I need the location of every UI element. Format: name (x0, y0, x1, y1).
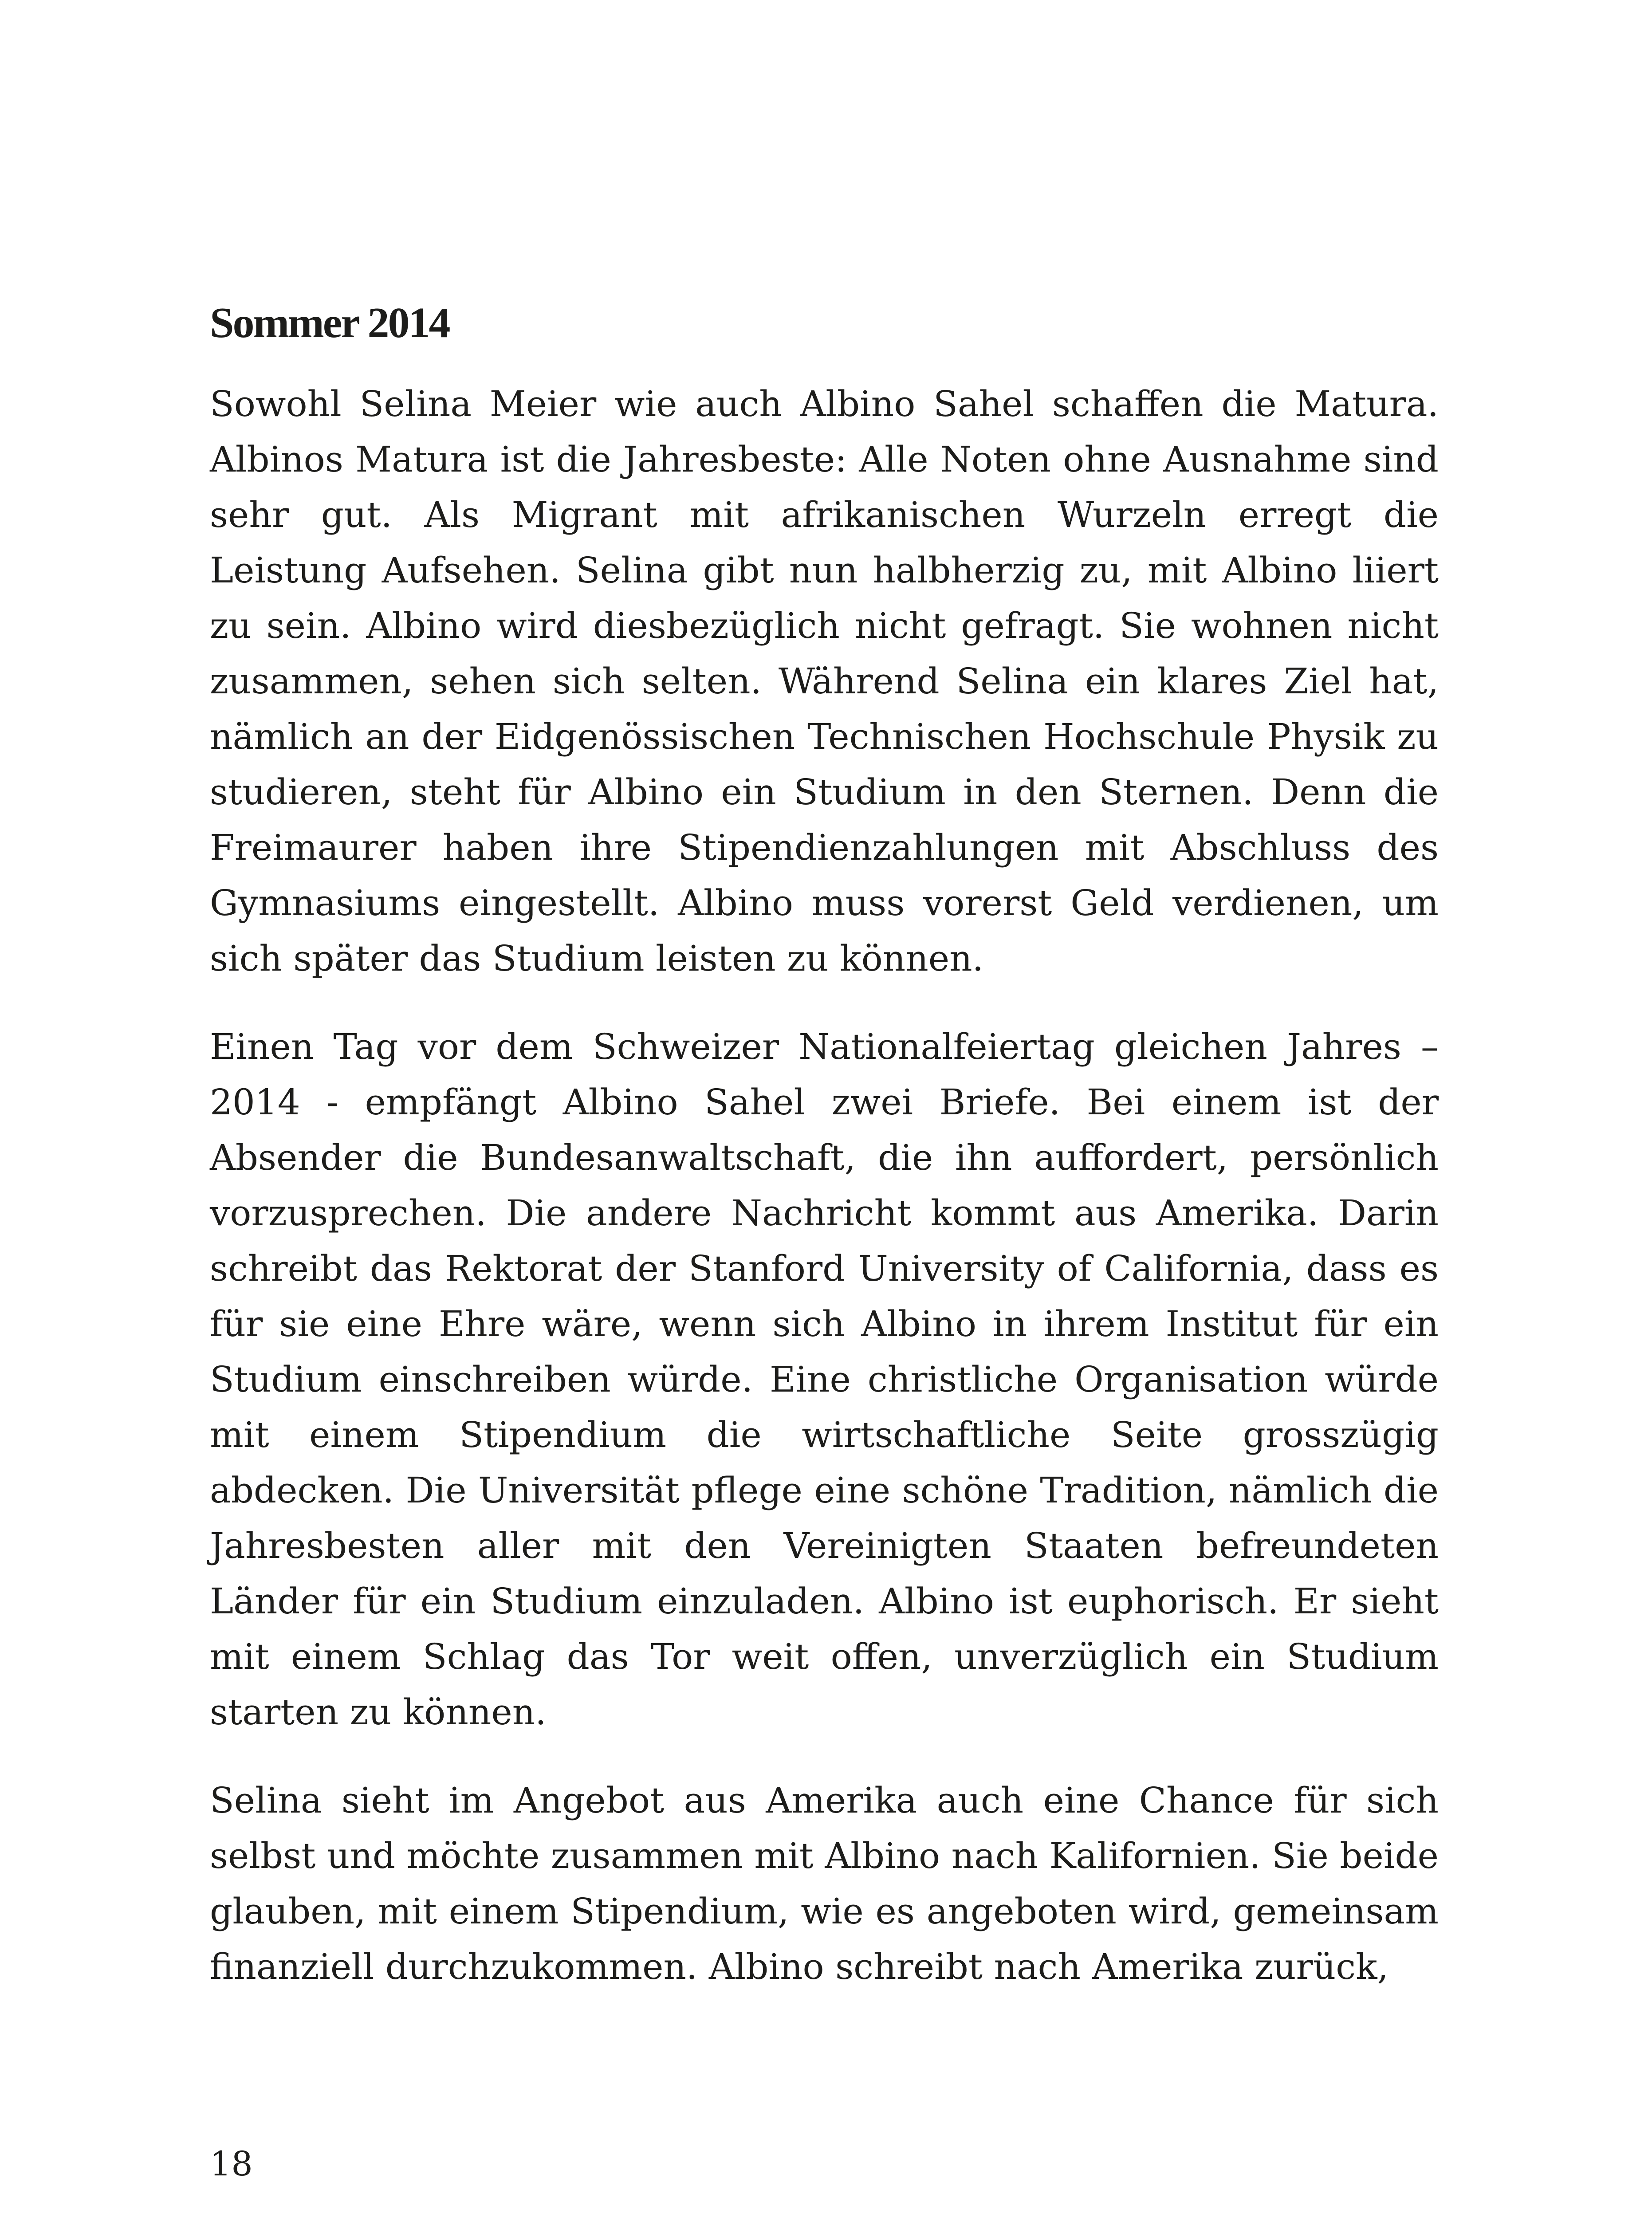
page-number: 18 (210, 2144, 253, 2183)
paragraph-2: Einen Tag vor dem Schweizer Nationalfeiertag gleichen Jahres – 2014 - empfängt Albino Sahel zwei Briefe. Bei einem ist der Absender die Bundesanwaltschaft, die ihn auffordert, persönlich vorzusprechen. Die andere Nachricht kommt aus Amerika. Darin schreibt das Rektorat der Stanford University of California, dass es für sie eine Ehre wäre, wenn sich Albino in ihrem Institut für ein Studium einschreiben würde. Eine christliche Organisation würde mit einem Stipendium die wirtschaftliche Seite grosszügig abdecken. Die Universität pflege eine schöne Tradition, nämlich die Jahresbesten aller mit den Vereinigten Staaten befreundeten Länder für ein Studium einzuladen. Albino ist euphorisch. Er sieht mit einem Schlag das Tor weit offen, unverzüglich ein Studium starten zu können. (210, 1026, 1439, 1733)
body-text (210, 376, 1439, 2027)
chapter-heading: Sommer 2014 (210, 299, 449, 347)
paragraph-1: Sowohl Selina Meier wie auch Albino Sahel schaffen die Matura. Albinos Matura ist die Jahresbeste: Alle Noten ohne Ausnahme sind sehr gut. Als Migrant mit afrikanischen Wurzeln erregt die Leistung Aufsehen. Selina gibt nun halbherzig zu, mit Albino liiert zu sein. Albino wird diesbezüglich nicht gefragt. Sie wohnen nicht zusammen, sehen sich selten. Während Selina ein klares Ziel hat, nämlich an der Eidgenössischen Technischen Hochschule Physik zu studieren, steht für Albino ein Studium in den Sternen. Denn die Freimaurer haben ihre Stipendienzahlungen mit Abschluss des Gymnasiums eingestellt. Albino muss vorerst Geld verdienen, um sich später das Studium leisten zu können. (210, 383, 1439, 979)
paragraph-3: Selina sieht im Angebot aus Amerika auch eine Chance für sich selbst und möchte zusammen mit Albino nach Kalifornien. Sie beide glauben, mit einem Stipendium, wie es angeboten wird, gemeinsam finanziell durchzukommen. Albino schreibt nach Amerika zurück, (210, 1780, 1439, 1987)
